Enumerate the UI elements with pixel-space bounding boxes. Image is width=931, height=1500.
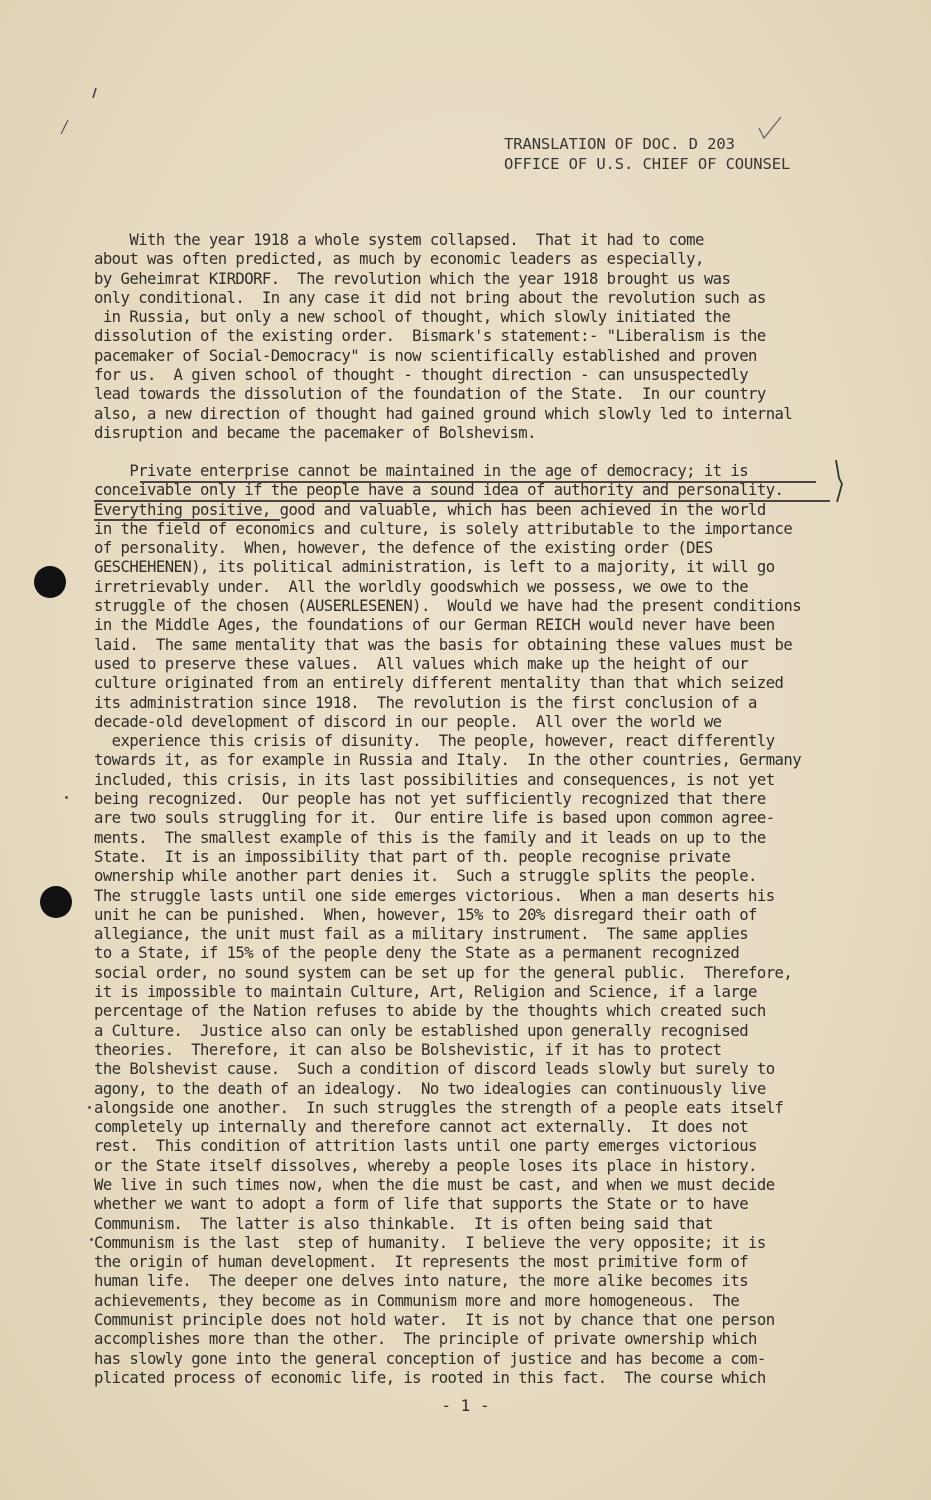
text-line: decade-old development of discord in our people. All over the world we — [94, 712, 722, 731]
text-line: ownership while another part denies it. Such a struggle splits the people. — [94, 867, 757, 886]
margin-speck — [90, 1238, 93, 1241]
text-line: The struggle lasts until one side emerges victorious. When a man deserts his — [94, 886, 775, 905]
text-line: GESCHEHENEN), its political administration, is left to a majority, it will go — [94, 558, 775, 577]
page-number: - 1 - — [441, 1396, 490, 1415]
text-line: conceivable only if the people have a sound idea of authority and personality. — [94, 481, 784, 500]
text-line: in Russia, but only a new school of thought, which slowly initiated the — [94, 308, 731, 327]
text-line: plicated process of economic life, is rooted in this fact. The course which — [94, 1368, 766, 1387]
text-line: percentage of the Nation refuses to abide by the thoughts which created such — [94, 1002, 766, 1021]
text-line: lead towards the dissolution of the foundation of the State. In our country — [94, 385, 766, 404]
paragraph-1 — [94, 231, 874, 443]
text-line: State. It is an impossibility that part of th. people recognise private — [94, 847, 731, 866]
text-line: in the Middle Ages, the foundations of our German REICH would never have been — [94, 616, 775, 635]
text-line: in the field of economics and culture, is solely attributable to the importance — [94, 519, 793, 538]
text-line: Communism. The latter is also thinkable. It is often being said that — [94, 1214, 713, 1233]
text-line: Private enterprise cannot be maintained in the age of democracy; it is — [94, 462, 749, 480]
text-line: ments. The smallest example of this is the family and it leads on up to the — [94, 828, 766, 847]
text-line: Everything positive, good and valuable, which has been achieved in the world — [94, 500, 766, 519]
text-line: completely up internally and therefore cannot act externally. It does not — [94, 1118, 749, 1137]
document-header — [504, 134, 790, 174]
text-line: human life. The deeper one delves into nature, the more alike becomes its — [94, 1272, 749, 1291]
text-line: whether we want to adopt a form of life that supports the State or to have — [94, 1195, 749, 1214]
text-line: the origin of human development. It represents the most primitive form of — [94, 1253, 749, 1272]
text-line: Communism is the last step of humanity. I believe the very opposite; it is — [94, 1233, 766, 1252]
text-line: irretrievably under. All the worldly goodswhich we possess, we owe to the — [94, 577, 749, 596]
text-line: are two souls struggling for it. Our entire life is based upon common agree- — [94, 809, 775, 828]
text-line: Communist principle does not hold water. It is not by chance that one person — [94, 1311, 775, 1330]
margin-speck — [65, 796, 68, 799]
text-line: With the year 1918 a whole system collapsed. That it had to come — [94, 231, 704, 249]
text-line: struggle of the chosen (AUSERLESENEN). Would we have had the present conditions — [94, 597, 802, 616]
text-line: the Bolshevist cause. Such a condition of discord leads slowly but surely to — [94, 1060, 775, 1079]
text-line: its administration since 1918. The revolution is the first conclusion of a — [94, 693, 757, 712]
text-line: it is impossible to maintain Culture, Art, Religion and Science, if a large — [94, 983, 757, 1002]
header-translation-line: TRANSLATION OF DOC. D 203 — [504, 135, 735, 153]
text-line: culture originated from an entirely different mentality than that which seized — [94, 674, 784, 693]
text-line: to a State, if 15% of the people deny the State as a permanent recognized — [94, 944, 740, 963]
text-line: of personality. When, however, the defence of the existing order (DES — [94, 539, 713, 558]
text-line: achievements, they become as in Communism more and more homogeneous. The — [94, 1291, 740, 1310]
paragraph-2 — [94, 462, 874, 1388]
text-line: has slowly gone into the general conception of justice and has become a com- — [94, 1349, 766, 1368]
header-office-line: OFFICE OF U.S. CHIEF OF COUNSEL — [504, 155, 791, 173]
text-line: alongside one another. In such struggles the strength of a people eats itself — [94, 1098, 784, 1117]
text-line: experience this crisis of disunity. The people, however, react differently — [94, 732, 775, 751]
text-line: used to preserve these values. All values which make up the height of our — [94, 654, 749, 673]
text-line: a Culture. Justice also can only be established upon generally recognised — [94, 1021, 749, 1040]
text-line: dissolution of the existing order. Bismark's statement:- "Liberalism is the — [94, 327, 766, 346]
text-line: rest. This condition of attrition lasts until one party emerges victorious — [94, 1137, 757, 1156]
text-line: agony, to the death of an idealogy. No two idealogies can continuously live — [94, 1079, 766, 1098]
margin-speck — [88, 1106, 91, 1109]
text-line: pacemaker of Social-Democracy" is now scientifically established and proven — [94, 346, 757, 365]
text-line: being recognized. Our people has not yet sufficiently recognized that there — [94, 790, 766, 809]
text-line: disruption and became the pacemaker of Bolshevism. — [94, 423, 536, 442]
text-line: for us. A given school of thought - thought direction - can unsuspectedly — [94, 366, 749, 385]
punch-hole-upper — [34, 566, 66, 598]
text-line: theories. Therefore, it can also be Bolshevistic, if it has to protect — [94, 1040, 722, 1059]
text-line: laid. The same mentality that was the basis for obtaining these values must be — [94, 635, 793, 654]
text-line: social order, no sound system can be set up for the general public. Therefore, — [94, 963, 793, 982]
text-line: only conditional. In any case it did not bring about the revolution such as — [94, 288, 766, 307]
text-line: allegiance, the unit must fail as a military instrument. The same applies — [94, 925, 749, 944]
text-line: or the State itself dissolves, whereby a people loses its place in history. — [94, 1156, 757, 1175]
check-mark-icon — [755, 114, 785, 142]
text-line: towards it, as for example in Russia and Italy. In the other countries, Germany — [94, 751, 802, 770]
punch-hole-lower — [40, 886, 72, 918]
text-line: We live in such times now, when the die must be cast, and when we must decide — [94, 1175, 775, 1194]
text-line: also, a new direction of thought had gained ground which slowly led to internal — [94, 404, 793, 423]
text-line: included, this crisis, in its last possibilities and consequences, is not yet — [94, 770, 775, 789]
text-line: by Geheimrat KIRDORF. The revolution which the year 1918 brought us was — [94, 269, 731, 288]
text-line: accomplishes more than the other. The principle of private ownership which — [94, 1330, 757, 1349]
pencil-tick-mark-lower — [58, 118, 72, 140]
pencil-tick-mark-top — [88, 86, 102, 108]
text-line: unit he can be punished. When, however, 15% to 20% disregard their oath of — [94, 905, 757, 924]
text-line: about was often predicted, as much by economic leaders as especially, — [94, 250, 704, 269]
